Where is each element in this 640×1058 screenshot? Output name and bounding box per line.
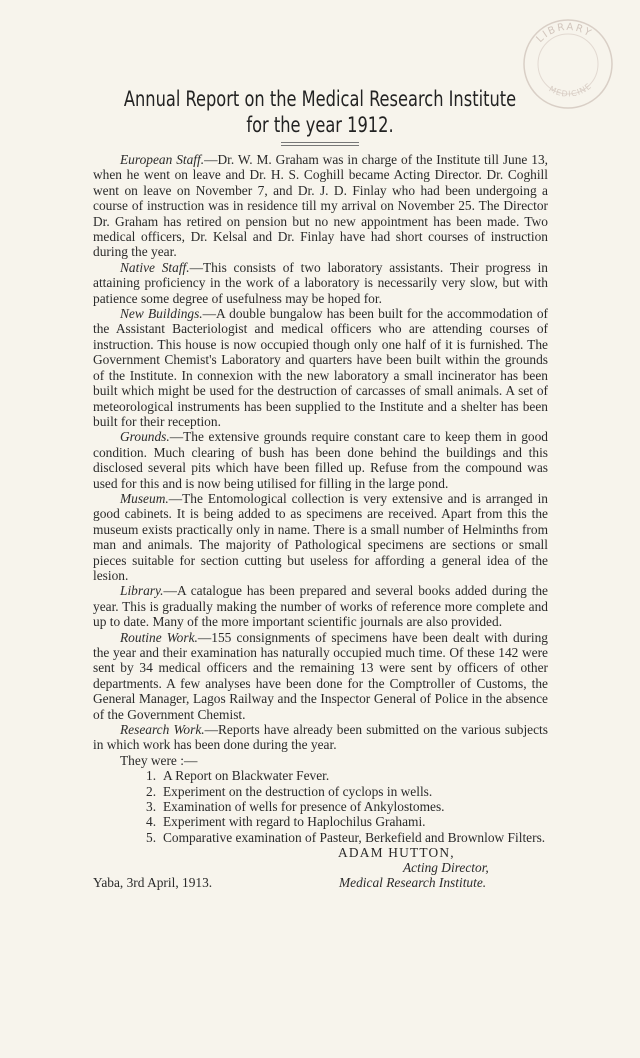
paragraph-heading: Museum. [120,490,169,506]
signatory-institution: Medical Research Institute. [339,875,487,891]
paragraph-text: —Reports have already been submitted on the various subjects in which work has been done during the year. [93,722,548,753]
paragraph-heading: New Buildings. [120,306,203,322]
list-item-text: Examination of wells for presence of Ankylostomes. [163,799,445,815]
paragraph-text: —The Entomological collection is very extensive and is arranged in good cabinets. It is being added to as specimens are received. Apart from this the museum exists practically only in name. There is a small number of Helminths from man and animals. The majority of Pathological specimens are sections or small pieces suitable for section cutting but useless for affording a general idea of the lesion. [93,490,548,583]
list-item-number: 5. [146,829,157,845]
list-item [93,830,548,845]
list-item-text: A Report on Blackwater Fever. [163,768,330,784]
paragraph-research-work [93,722,548,753]
paragraph-museum [93,491,548,583]
report-title-block [0,86,640,146]
paragraph-new-buildings [93,306,548,429]
signatory-name: ADAM HUTTON, [338,845,455,861]
list-item-number: 4. [146,814,157,830]
list-item [93,814,548,829]
signature-block [93,845,548,905]
title-double-rule [281,142,359,146]
report-title-line2: for the year 1912. [246,113,394,137]
paragraph-native-staff [93,260,548,306]
list-item [93,784,548,799]
list-item [93,768,548,783]
list-item-text: Comparative examination of Pasteur, Berkefield and Brownlow Filters. [163,829,546,845]
paragraph-heading: European Staff. [120,152,205,167]
paragraph-european-staff [93,152,548,260]
paragraph-grounds [93,429,548,491]
list-item [93,799,548,814]
report-title-line1: Annual Report on the Medical Research Institute [123,87,517,111]
list-intro: They were :— [120,752,198,768]
research-list [93,768,548,845]
paragraph-heading: Native Staff. [120,259,190,275]
paragraph-heading: Routine Work. [120,629,198,645]
paragraph-text: —This consists of two laboratory assistants. Their progress in attaining proficiency in the work of a laboratory is necessarily very slow, but with patience some degree of usefulness may be hoped for. [93,259,548,306]
report-date: Yaba, 3rd April, 1913. [93,875,213,891]
paragraph-routine-work [93,630,548,722]
paragraph-text: —A double bungalow has been built for the accommodation of the Assistant Bacteriologist and medical officers who are attending courses of instruction. This house is now occupied though only one half of it is furnished. The Government Chemist's Laboratory and quarters have been built within the grounds of the Institute. In connexion with the new laboratory a small incinerator has been built which might be used for the destruction of carcasses of small animals. A set of meteorological instruments has been supplied to the Institute and a shelter has been built for their reception. [93,306,548,429]
signatory-role: Acting Director, [403,860,489,876]
paragraph-library [93,583,548,629]
report-body [93,152,548,905]
paragraph-heading: Grounds. [120,429,170,445]
paragraph-text: —155 consignments of specimens have been dealt with during the year and their examination has naturally occupied much time. Of these 142 were sent by 34 medical officers and the remaining 13 were sent by officers of other departments. A few analyses have been done for the Comptroller of Customs, the General Manager, Lagos Railway and the Inspector General of Police in the absence of the Government Chemist. [93,629,548,722]
paragraph-text: —The extensive grounds require constant care to keep them in good condition. Much clearing of bush has been done behind the buildings and this disclosed several pits which have been filled up. Refuse from the compound was used for this and is now being utilised for filling in the large pond. [93,429,548,491]
list-item-text: Experiment on the destruction of cyclops in wells. [163,783,433,799]
list-item-number: 1. [146,768,157,784]
paragraph-heading: Research Work. [120,722,205,738]
list-item-text: Experiment with regard to Haplochilus Grahami. [163,814,426,830]
stamp-text-bottom: MEDICINE [547,81,594,99]
paragraph-heading: Library. [120,583,164,599]
svg-text:LIBRARY [535,22,595,45]
paragraph-text: —Dr. W. M. Graham was in charge of the Institute till June 13, when he went on leave and Dr. H. S. Coghill became Acting Director. Dr. Coghill went on leave on November 7, and Dr. J. D. Finlay who had been undergoing a course of instruction was in residence till my arrival on November 25. The Director Dr. Graham has retired on pension but no new appointment has been made. Two medical officers, Dr. Kelsal and Dr. Finlay have had short courses of instruction during the year. [93,152,548,260]
list-item-number: 2. [146,783,157,799]
stamp-text-top: LIBRARY [534,21,595,46]
list-item-number: 3. [146,799,157,815]
paragraph-text: —A catalogue has been prepared and several books added during the year. This is gradually making the number of works of reference more complete and up to date. Many of the more important scientific journals are also provided. [93,583,548,630]
